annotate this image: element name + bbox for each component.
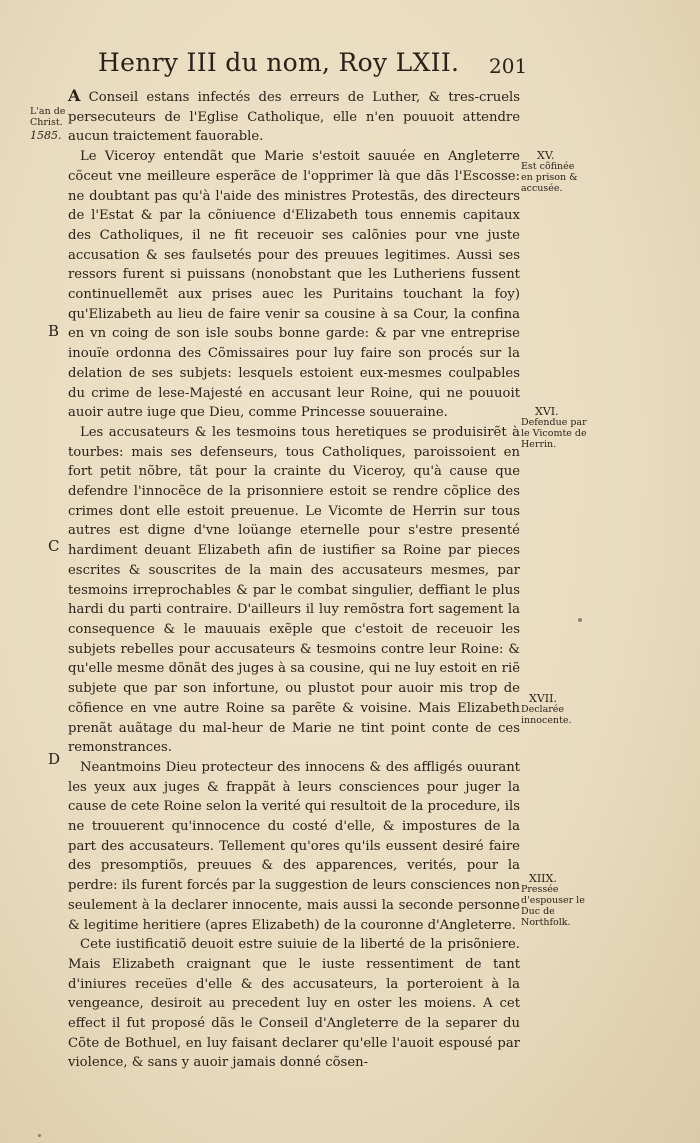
margin-year-label: L'an de Christ. [30, 106, 66, 128]
margin-note-numeral: XV. [537, 149, 555, 162]
main-text [68, 86, 520, 1073]
margin-note-numeral: XVII. [529, 692, 557, 705]
section-letter-a: A [68, 86, 81, 105]
margin-note [521, 150, 589, 194]
margin-note-gloss: Pressée d'espouser le Duc de Northfolk. [521, 884, 585, 928]
section-letter-c: C [48, 537, 60, 555]
margin-note-gloss: Declarée innocente. [521, 704, 572, 726]
margin-note-numeral: XVI. [535, 405, 559, 418]
page-number: 201 [489, 54, 528, 78]
paper-speck [38, 1134, 41, 1137]
margin-note [521, 406, 589, 450]
margin-note-gloss: Est cõfinée en prison & accusée. [521, 161, 578, 194]
margin-note-numeral: XIIX. [529, 872, 557, 885]
paragraph-text: Conseil estans infectés des erreurs de Luther, & tres-cruels persecuteurs de l'Eglise Catholique, elle n'en pouuoit attendre aucun traictement fauorable. [68, 90, 520, 145]
margin-note-gloss: Defendue par le Vicomte de Herrin. [521, 417, 587, 450]
paragraph [68, 86, 520, 147]
margin-note [521, 873, 589, 928]
section-letter-b: B [48, 322, 60, 340]
running-head: Henry III du nom, Roy LXII. [98, 48, 460, 77]
section-letter-d: D [48, 750, 61, 768]
margin-note [521, 693, 589, 726]
paper-speck [578, 618, 582, 622]
paragraph: Cete iustificatiõ deuoit estre suiuie de la liberté de la prisõniere. Mais Elizabeth craignant que le iuste ressentiment de tant d'iniures receües d'elle & des accusateurs, la porteroient à la vengeance, desiroit au precedent luy en oster les moiens. A cet effect il fut proposé dãs le Conseil d'Angleterre de la separer du Cõte de Bothuel, en luy faisant declarer qu'elle l'auoit espousé par violence, & sans y auoir jamais donné cõsen- [68, 937, 520, 1071]
paragraph: Le Viceroy entendãt que Marie s'estoit sauuée en Angleterre cõceut vne meilleure esperãce de l'opprimer là que dãs l'Escosse: ne doubtant pas qu'à l'aide des ministres Protestãs, des directeurs de l'Estat & par la cõniuence d'Elizabeth tous ennemis capitaux des Catholiques, il ne fit receuoir ses calõnies pour vne juste accusation & ses faulsetés pour des preuues legitimes. Aussi ses ressors furent si puissans (nonobstant que les Lutheriens fussent continuellemẽt aux prises auec les Puritains touchant la foy) qu'Elizabeth au lieu de faire venir sa cousine à sa Cour, la confina en vn coing de son isle soubs bonne garde: & par vne entreprise inouïe ordonna des Cõmissaires pour luy faire son procés sur la delation de ses subjets: lesquels estoient eux-mesmes coulpables du crime de lese-Majesté en accusant leur Roine, qui ne pouuoit auoir autre iuge que Dieu, comme Princesse souueraine. [68, 149, 520, 421]
margin-year: 1585. [30, 129, 62, 142]
paragraph: Neantmoins Dieu protecteur des innocens & des affligés ouurant les yeux aux juges & frappãt à leurs consciences pour juger la cause de cete Roine selon la verité qui resultoit de la procedure, ils ne trouuerent qu'innocence du costé d'elle, & impostures de la part des accusateurs. Tellement qu'ores qu'ils eussent desiré faire des presomptiõs, preuues & des apparences, verités, pour la perdre: ils furent forcés par la suggestion de leurs consciences non seulement à la declarer innocente, mais aussi la seconde personne & legitime heritiere (apres Elizabeth) de la couronne d'Angleterre. [68, 759, 520, 933]
paragraph: Les accusateurs & les tesmoins tous heretiques se produisirẽt à tourbes: mais ses defenseurs, tous Catholiques, paroissoient en fort petit nõbre, tãt pour la crainte du Viceroy, qu'à cause que defendre l'innocẽce de la prisonniere estoit se rendre cõplice des crimes dont elle estoit preuenue. Le Vicomte de Herrin sur tous autres est digne d'vne loüange eternelle pour s'estre presenté hardiment deuant Elizabeth afin de iustifier sa Roine par pieces escrites & souscrites de la main des accusateurs mesmes, par tesmoins irreprochables & par le combat singulier, deffiant le plus hardi du parti contraire. D'ailleurs il luy remõstra fort sagement la consequence & le mauuais exẽple que c'estoit de receuoir les subjets rebelles pour accusateurs & tesmoins contre leur Roine: & qu'elle mesme dõnãt des juges à sa cousine, qui ne luy estoit en riẽ subjete que par son infortune, ou plustot pour auoir mis trop de cõfience en vne autre Roine sa parẽte & voisine. Mais Elizabeth prenãt auãtage du mal-heur de Marie ne tint point conte de ces remonstrances. [68, 424, 520, 756]
